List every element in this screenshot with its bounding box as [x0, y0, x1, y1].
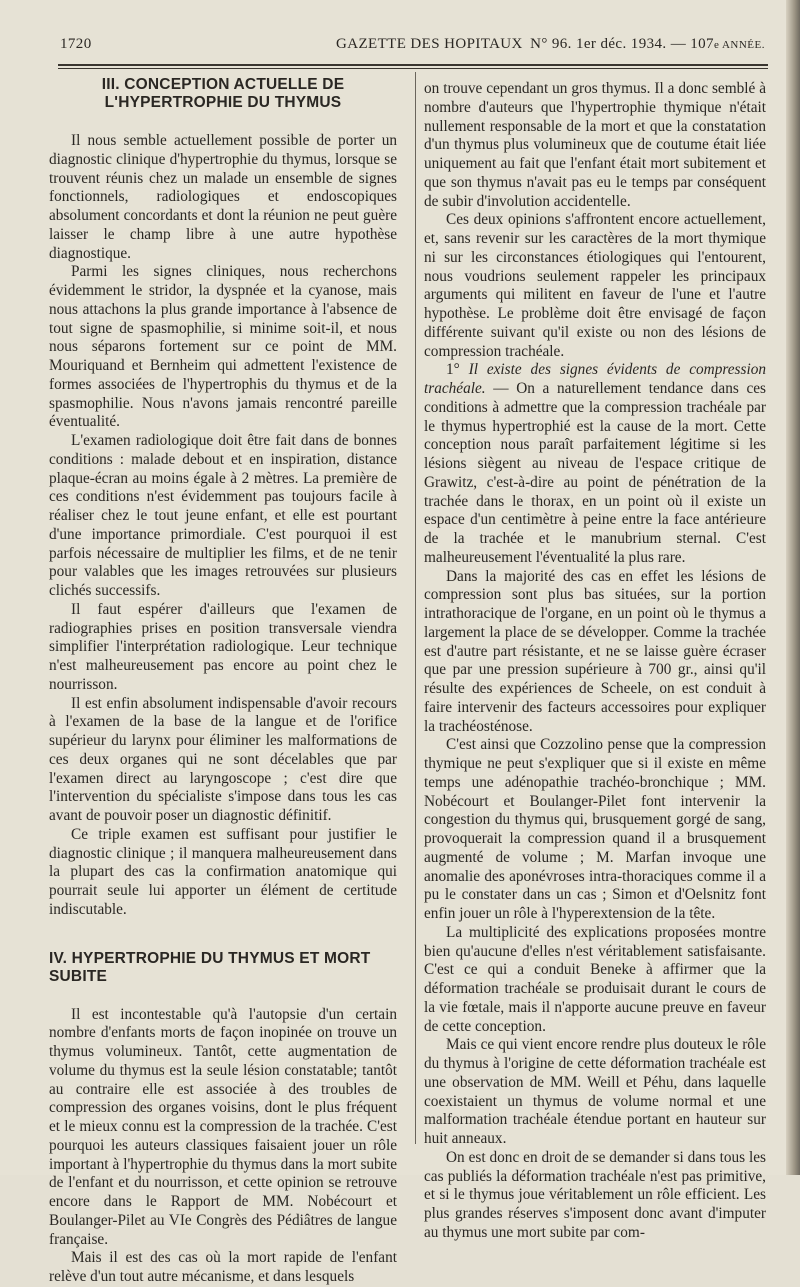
journal-title: GAZETTE DES HOPITAUX: [336, 36, 523, 52]
subsection-1-text: — On a naturellement tendance dans ces conditions à admettre que la compression trachéale par le thymus hypertrophié est la cause de la mort. Cette conception nous paraît parfaitement légitime si les lésions siègent au niveau de l'espace critique de Grawitz, c'est-à-dire au point de pénétration de la trachée dans le thorax, en un point où il existe un espace d'un centimètre à peine entre la face antérieure de la trachée et le manubrium sternal. C'est malheureusement l'éventualité la plus rare.: [424, 380, 766, 566]
header-rule-thick: [58, 64, 768, 66]
issue-year-suffix: e ANNÉE.: [713, 39, 765, 51]
subsection-1-paragraph: [424, 361, 766, 567]
paragraph: Il est incontestable qu'à l'autopsie d'un certain nombre d'enfants morts de façon inopinée on trouve un thymus volumineux. Tantôt, cette augmentation de volume du thymus est la seule lésion constatable; tantôt au contraire elle est associée à des troubles de compression des organes voisins, dont le plus fréquent et le mieux connu est la compression de la trachée. C'est pourquoi les auteurs classiques faisaient jouer un rôle important à l'hypertrophie du thymus dans la mort subite de l'enfant et du nourrisson, et cette opinion se retrouve encore dans le Rapport de MM. Nobécourt et Boulanger-Pilet au VIe Congrès des Pédiâtres de langue française.: [49, 1005, 397, 1248]
column-divider: [415, 72, 416, 1144]
paragraph: Mais il est des cas où la mort rapide de l'enfant relève d'un tout autre mécanisme, et dans lesquels: [49, 1249, 397, 1285]
page-number: 1720: [60, 36, 92, 52]
issue-info: [530, 36, 765, 53]
paragraph: Mais ce qui vient encore rendre plus douteux le rôle du thymus à l'origine de cette déformation trachéale est une observation de MM. Weill et Péhu, dans laquelle coexistaient un thymus de volume normal et une malformation trachéale étendue portant en hauteur sur huit anneaux.: [424, 1036, 766, 1147]
section-4-heading: IV. HYPERTROPHIE DU THYMUS ET MORT SUBITE: [49, 949, 371, 985]
subsection-1-title: Il existe des signes évidents de compression trachéale.: [424, 361, 766, 397]
paragraph: Il nous semble actuellement possible de porter un diagnostic clinique d'hypertrophie du thymus, lorsque se trouvent réunis chez un malade un ensemble de signes fonctionnels, radiologiques et endoscopiques absolument concordants et dont la réunion ne peut guère laisser le champ libre à une autre hypothèse diagnostique.: [49, 132, 397, 262]
running-header: [60, 36, 775, 58]
paragraph: L'examen radiologique doit être fait dans de bonnes conditions : malade debout et en inspiration, distance plaque-écran au moins égale à 2 mètres. La première de ces conditions n'est évidemment pas toujours facile à réaliser chez le tout jeune enfant, et elle est pourtant d'une importance primordiale. C'est pourquoi il est parfois nécessaire de multiplier les films, et de ne tenir pour valables que les images retrouvées sur plusieurs clichés successifs.: [49, 432, 397, 599]
paragraph: on trouve cependant un gros thymus. Il a donc semblé à nombre d'auteurs que l'hypertrophie thymique n'était nullement responsable de la mort et que la constatation d'un thymus plus volumineux que de coutume était liée uniquement au fait que l'enfant était mort subitement et que son thymus n'avait pas eu le temps par conséquent de subir d'involution accidentelle.: [424, 80, 766, 210]
left-column: [49, 76, 397, 1287]
binding-spine: [786, 0, 800, 1175]
subsection-number: 1°: [446, 361, 469, 379]
paragraph: Ces deux opinions s'affrontent encore actuellement, et, sans revenir sur les caractères de la mort thymique ni sur les circonstances étiologiques qui l'entourent, nous voudrions seulement rappeler les principaux arguments qui militent en faveur de l'une et l'autre hypothèse. Le problème doit être envisagé de façon différente suivant qu'il existe ou non des lésions de compression trachéale.: [424, 211, 766, 360]
paragraph: Il faut espérer d'ailleurs que l'examen de radiographies prises en position transversale viendra simplifier l'interprétation radiologique. Leur technique n'est malheureusement pas encore au point chez le nourrisson.: [49, 600, 397, 693]
right-column: [424, 80, 766, 1243]
section-3-heading: III. CONCEPTION ACTUELLE DE L'HYPERTROPHIE DU THYMUS: [101, 76, 345, 111]
paragraph: Il est enfin absolument indispensable d'avoir recours à l'examen de la base de la langue et de l'orifice supérieur du larynx pour éliminer les malformations de ces deux organes qui ne sont décelables que par l'examen direct au laryngoscope ; c'est dire que l'intervention du spécialiste s'impose dans tous les cas avant de pouvoir poser un diagnostic définitif.: [49, 694, 397, 824]
paragraph: Parmi les signes cliniques, nous recherchons évidemment le stridor, la dyspnée et la cyanose, mais nous attachons la plus grande importance à l'absence de tout signe de spasmophilie, si minime soit-il, et nous nous séparons fortement sur ce point de MM. Mouriquand et Bernheim qui admettent l'existence de formes associées de l'hypertrophis du thymus et de la spasmophilie. Nous n'avons jamais rencontré pareille éventualité.: [49, 263, 397, 431]
header-rule-thin: [58, 68, 768, 69]
paragraph: Dans la majorité des cas en effet les lésions de compression sont plus bas situées, sur la portion intrathoracique de l'organe, en un point où le thymus a largement la place de se développer. Comme la trachée est d'autre part résistante, et ne se laisse guère écraser que par une pression supérieure à 700 gr., ainsi qu'il résulte des expériences de Scheele, on est conduit à faire intervenir des facteurs accessoires pour expliquer la trachéosténose.: [424, 567, 766, 735]
issue-date: N° 96. 1er déc. 1934. — 107: [530, 36, 714, 52]
paragraph: La multiplicité des explications proposées montre bien qu'aucune d'elles n'est véritablement satisfaisante. C'est ce qui a conduit Beneke à affirmer que la déformation trachéale se produisait durant le cours de la vie fœtale, mais il n'apporte aucune preuve en faveur de cette conception.: [424, 923, 766, 1035]
paragraph: On est donc en droit de se demander si dans tous les cas publiés la déformation trachéale n'est pas primitive, et si le thymus joue véritablement un rôle efficient. Les plus grandes réserves s'imposent donc avant d'imputer au thymus une mort subite par com-: [424, 1148, 766, 1241]
paragraph: Ce triple examen est suffisant pour justifier le diagnostic clinique ; il manquera malheureusement dans la plupart des cas la confirmation anatomique qui pourrait seule lui apporter un élément de certitude indiscutable.: [49, 825, 397, 918]
paragraph: C'est ainsi que Cozzolino pense que la compression thymique ne peut s'expliquer que si il existe en même temps une adénopathie trachéo-bronchique ; MM. Nobécourt et Boulanger-Pilet font intervenir la congestion du thymus qui, brusquement gorgé de sang, provoquerait la compression quand il a brusquement augmenté de volume ; M. Marfan invoque une anomalie des aponévroses intra-thoraciques comme il a pu le constater dans un cas ; Simon et d'Oelsnitz font enfin jouer un rôle à l'hyperextension de la tête.: [424, 736, 766, 922]
